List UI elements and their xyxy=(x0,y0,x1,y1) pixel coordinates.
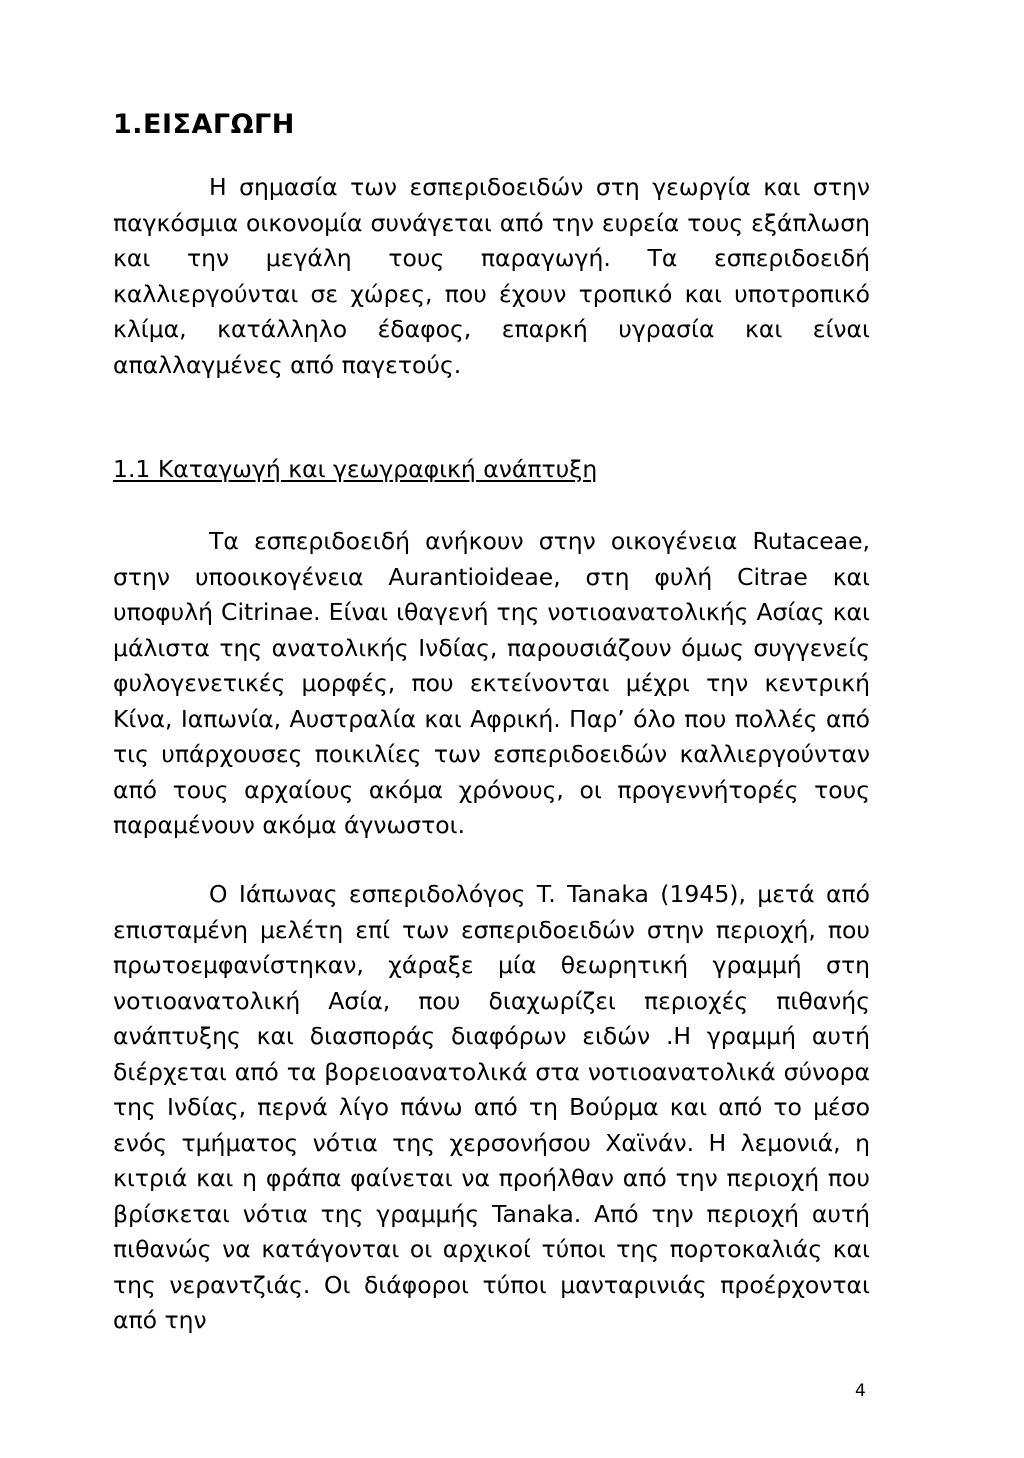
page-number: 4 xyxy=(855,1381,866,1401)
origin-paragraph-tanaka: Ο Ιάπωνας εσπεριδολόγος T. Tanaka (1945), μετά από επισταμένη μελέτη επί των εσπεριδοειδών στην περιοχή, που πρωτοεμφανίστηκαν, χάραξε μία θεωρητική γραμμή στη νοτιοανατολική Ασία, που διαχωρίζει περιοχές πιθανής ανάπτυξης και διασποράς διαφόρων ειδών .Η γραμμή αυτή διέρχεται από τα βορειοανατολικά στα νοτιοανατολικά σύνορα της Ινδίας, περνά λίγο πάνω από τη Βούρμα και από το μέσο ενός τμήματος νότια της χερσονήσου Χαϊνάν. Η λεμονιά, η κιτριά και η φράπα φαίνεται να προήλθαν από την περιοχή που βρίσκεται νότια της γραμμής Tanaka. Από την περιοχή αυτή πιθανώς να κατάγονται οι αρχικοί τύποι της πορτοκαλιάς και της νεραντζιάς. Οι διάφοροι τύποι μανταρινιάς προέρχονται από την xyxy=(113,880,870,1334)
section-title: 1.ΕΙΣΑΓΩΓΗ xyxy=(113,109,295,140)
intro-paragraph: Η σημασία των εσπεριδοειδών στη γεωργία και στην παγκόσμια οικονομία συνάγεται από την ευρεία τους εξάπλωση και την μεγάλη τους παραγωγή. Τα εσπεριδοειδή καλλιεργούνται σε χώρες, που έχουν τροπικό και υποτροπικό κλίμα, κατάλληλο έδαφος, επαρκή υγρασία και είναι απαλλαγμένες από παγετούς. xyxy=(113,173,870,379)
origin-paragraph-taxonomy: Τα εσπεριδοειδή ανήκουν στην οικογένεια Rutaceae, στην υποοικογένεια Aurantioideae, στη φυλή Citrae και υποφυλή Citrinae. Είναι ιθαγενή της νοτιοανατολικής Ασίας και μάλιστα της ανατολικής Ινδίας, παρουσιάζουν όμως συγγενείς φυλογενετικές μορφές, που εκτείνονται μέχρι την κεντρική Κίνα, Ιαπωνία, Αυστραλία και Αφρική. Παρ’ όλο που πολλές από τις υπάρχουσες ποικιλίες των εσπεριδοειδών καλλιεργούνταν από τους αρχαίους ακόμα χρόνους, οι προγεννήτορές τους παραμένουν ακόμα άγνωστοι. xyxy=(113,527,870,839)
subsection-title: 1.1 Καταγωγή και γεωγραφική ανάπτυξη xyxy=(113,455,598,483)
